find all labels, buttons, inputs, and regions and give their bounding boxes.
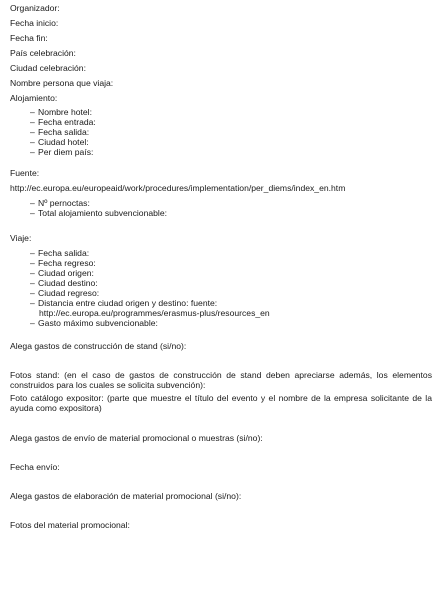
viaje-item-fecha-regreso: – Fecha regreso: (30, 258, 96, 268)
pais-celebracion-label: País celebración: (10, 48, 76, 58)
stand-question: Alega gastos de construcción de stand (si/no): (10, 341, 187, 351)
envio-question: Alega gastos de envío de material promocional o muestras (si/no): (10, 433, 263, 443)
dash-marker: – (30, 248, 35, 258)
viaje-label: Viaje: (10, 233, 32, 243)
per-diems-url: http://ec.europa.eu/europeaid/work/procedures/implementation/per_diems/index_en.htm (10, 183, 346, 193)
viaje-item-ciudad-destino: – Ciudad destino: (30, 278, 98, 288)
alojamiento-item-nombre-hotel: – Nombre hotel: (30, 107, 92, 117)
dash-marker: – (30, 258, 35, 268)
alojamiento-item-ciudad-hotel: – Ciudad hotel: (30, 137, 89, 147)
alojamiento-label: Alojamiento: (10, 93, 58, 103)
dash-marker: – (30, 107, 35, 117)
fecha-fin-label: Fecha fin: (10, 33, 48, 43)
viaje-item-distancia: – Distancia entre ciudad origen y destino: fuente: (30, 298, 218, 308)
alojamiento-item-fecha-salida: – Fecha salida: (30, 127, 90, 137)
fecha-envio-label: Fecha envío: (10, 462, 60, 472)
fotos-material-label: Fotos del material promocional: (10, 520, 130, 530)
dash-marker: – (30, 117, 35, 127)
dash-marker: – (30, 147, 35, 157)
viaje-item-ciudad-regreso: – Ciudad regreso: (30, 288, 100, 298)
dash-marker: – (30, 268, 35, 278)
viaje-item-fecha-salida: – Fecha salida: (30, 248, 90, 258)
organizador-label: Organizador: (10, 3, 60, 13)
viaje-item-ciudad-origen: – Ciudad origen: (30, 268, 94, 278)
alojamiento-item-per-diem: – Per diem país: (30, 147, 94, 157)
fuente-item-total-alojamiento: – Total alojamiento subvencionable: (30, 208, 167, 218)
fuente-label: Fuente: (10, 168, 40, 178)
erasmus-url: http://ec.europa.eu/programmes/erasmus-plus/resources_en (39, 308, 270, 318)
foto-catalogo-question: Foto catálogo expositor: (parte que muestre el título del evento y el nombre de la empresa solicitante de la ayuda como expositora) (10, 393, 432, 414)
fecha-inicio-label: Fecha inicio: (10, 18, 59, 28)
dash-marker: – (30, 278, 35, 288)
ciudad-celebracion-label: Ciudad celebración: (10, 63, 86, 73)
dash-marker: – (30, 127, 35, 137)
dash-marker: – (30, 288, 35, 298)
dash-marker: – (30, 298, 35, 308)
nombre-persona-label: Nombre persona que viaja: (10, 78, 114, 88)
fuente-item-pernoctas: – Nº pernoctas: (30, 198, 90, 208)
alojamiento-item-fecha-entrada: – Fecha entrada: (30, 117, 96, 127)
viaje-item-gasto-maximo: – Gasto máximo subvencionable: (30, 318, 158, 328)
dash-marker: – (30, 208, 35, 218)
elaboracion-question: Alega gastos de elaboración de material promocional (si/no): (10, 491, 242, 501)
dash-marker: – (30, 137, 35, 147)
fotos-stand-question: Fotos stand: (en el caso de gastos de construcción de stand deben apreciarse además, los elementos construidos para los cuales se solicita subvención): (10, 370, 432, 391)
dash-marker: – (30, 198, 35, 208)
dash-marker: – (30, 318, 35, 328)
